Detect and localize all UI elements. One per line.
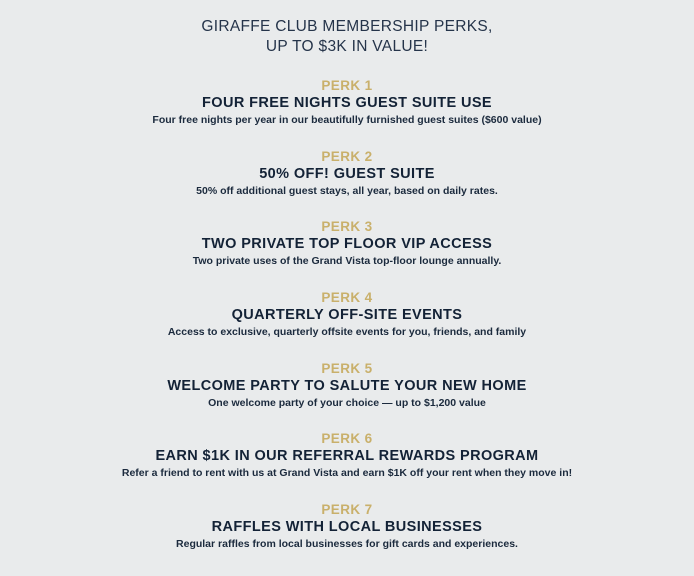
perk-item-7 bbox=[0, 502, 694, 573]
perks-list bbox=[0, 78, 694, 573]
perk-title: FOUR FREE NIGHTS GUEST SUITE USE bbox=[202, 95, 492, 111]
perk-title: EARN $1K IN OUR REFERRAL REWARDS PROGRAM bbox=[155, 448, 539, 465]
perk-title: WELCOME PARTY TO SALUTE YOUR NEW HOME bbox=[167, 377, 527, 394]
perk-item-2 bbox=[0, 149, 694, 220]
perk-label: PERK 1 bbox=[321, 78, 373, 93]
perk-title: 50% OFF! GUEST SUITE bbox=[259, 165, 435, 182]
perk-description: 50% off additional guest stays, all year, based on daily rates. bbox=[196, 184, 498, 197]
perk-label: PERK 2 bbox=[321, 148, 373, 164]
perk-item-3 bbox=[0, 219, 694, 290]
perk-item-5 bbox=[0, 361, 694, 432]
perk-description: Refer a friend to rent with us at Grand Vista and earn $1K off your rent when they move in! bbox=[121, 467, 573, 480]
perk-label: PERK 7 bbox=[321, 502, 373, 518]
header-line-2: UP TO $3K IN VALUE! bbox=[265, 38, 429, 55]
perk-label: PERK 4 bbox=[321, 290, 373, 306]
perk-item-1 bbox=[0, 78, 694, 149]
perk-label: PERK 6 bbox=[321, 431, 373, 447]
header-line-1: GIRAFFE CLUB MEMBERSHIP PERKS, bbox=[201, 18, 493, 35]
page-header bbox=[0, 17, 694, 57]
perk-title: QUARTERLY OFF-SITE EVENTS bbox=[231, 307, 463, 324]
perk-description: Two private uses of the Grand Vista top-floor lounge annually. bbox=[192, 255, 502, 268]
perk-description: Four free nights per year in our beautifully furnished guest suites ($600 value) bbox=[152, 114, 542, 126]
perk-item-6 bbox=[0, 431, 694, 502]
perk-description: One welcome party of your choice — up to $1,200 value bbox=[208, 396, 486, 409]
perk-title: RAFFLES WITH LOCAL BUSINESSES bbox=[211, 519, 483, 536]
perk-label: PERK 3 bbox=[321, 219, 373, 235]
perk-item-4 bbox=[0, 290, 694, 361]
perk-description: Regular raffles from local businesses for gift cards and experiences. bbox=[176, 538, 518, 551]
perk-title: TWO PRIVATE TOP FLOOR VIP ACCESS bbox=[201, 236, 493, 253]
perk-label: PERK 5 bbox=[321, 360, 373, 376]
perk-description: Access to exclusive, quarterly offsite events for you, friends, and family bbox=[167, 326, 527, 339]
